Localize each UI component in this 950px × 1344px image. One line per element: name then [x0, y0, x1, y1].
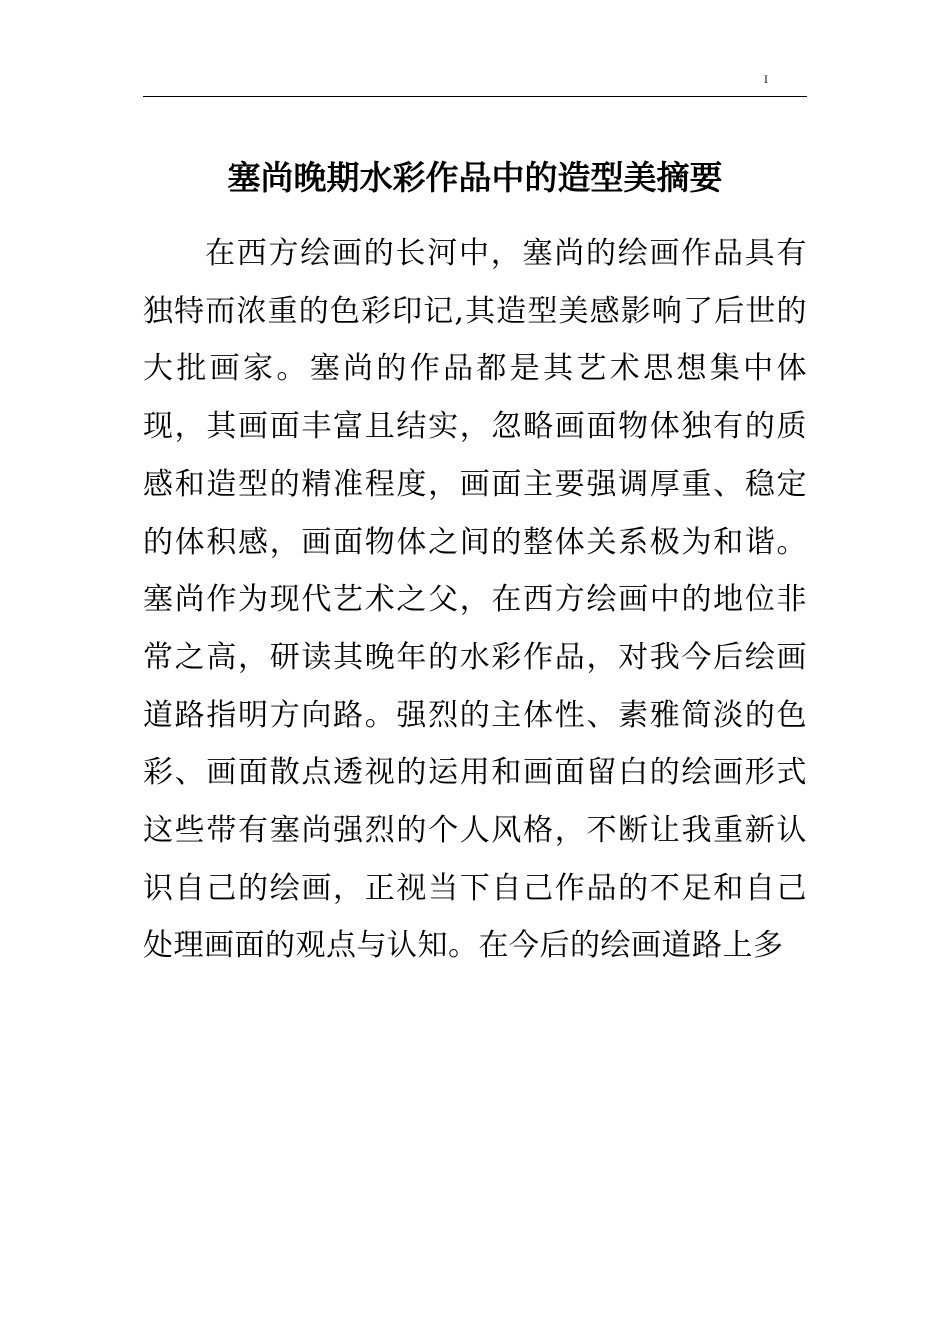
- header-rule: [143, 96, 807, 97]
- document-title: 塞尚晚期水彩作品中的造型美摘要: [227, 158, 723, 197]
- body-paragraph: 在西方绘画的长河中，塞尚的绘画作品具有独特而浓重的色彩印记,其造型美感影响了后世的大批画家。塞尚的作品都是其艺术思想集中体现，其画面丰富且结实，忽略画面物体独有的质感和造型的精准程度，画面主要强调厚重、稳定的体积感，画面物体之间的整体关系极为和谐。塞尚作为现代艺术之父，在西方绘画中的地位非常之高，研读其晚年的水彩作品，对我今后绘画道路指明方向路。强烈的主体性、素雅简淡的色彩、画面散点透视的运用和画面留白的绘画形式这些带有塞尚强烈的个人风格，不断让我重新认识自己的绘画，正视当下自己作品的不足和自己处理画面的观点与认知。在今后的绘画道路上多: [143, 236, 807, 964]
- page-mark: I: [764, 75, 768, 86]
